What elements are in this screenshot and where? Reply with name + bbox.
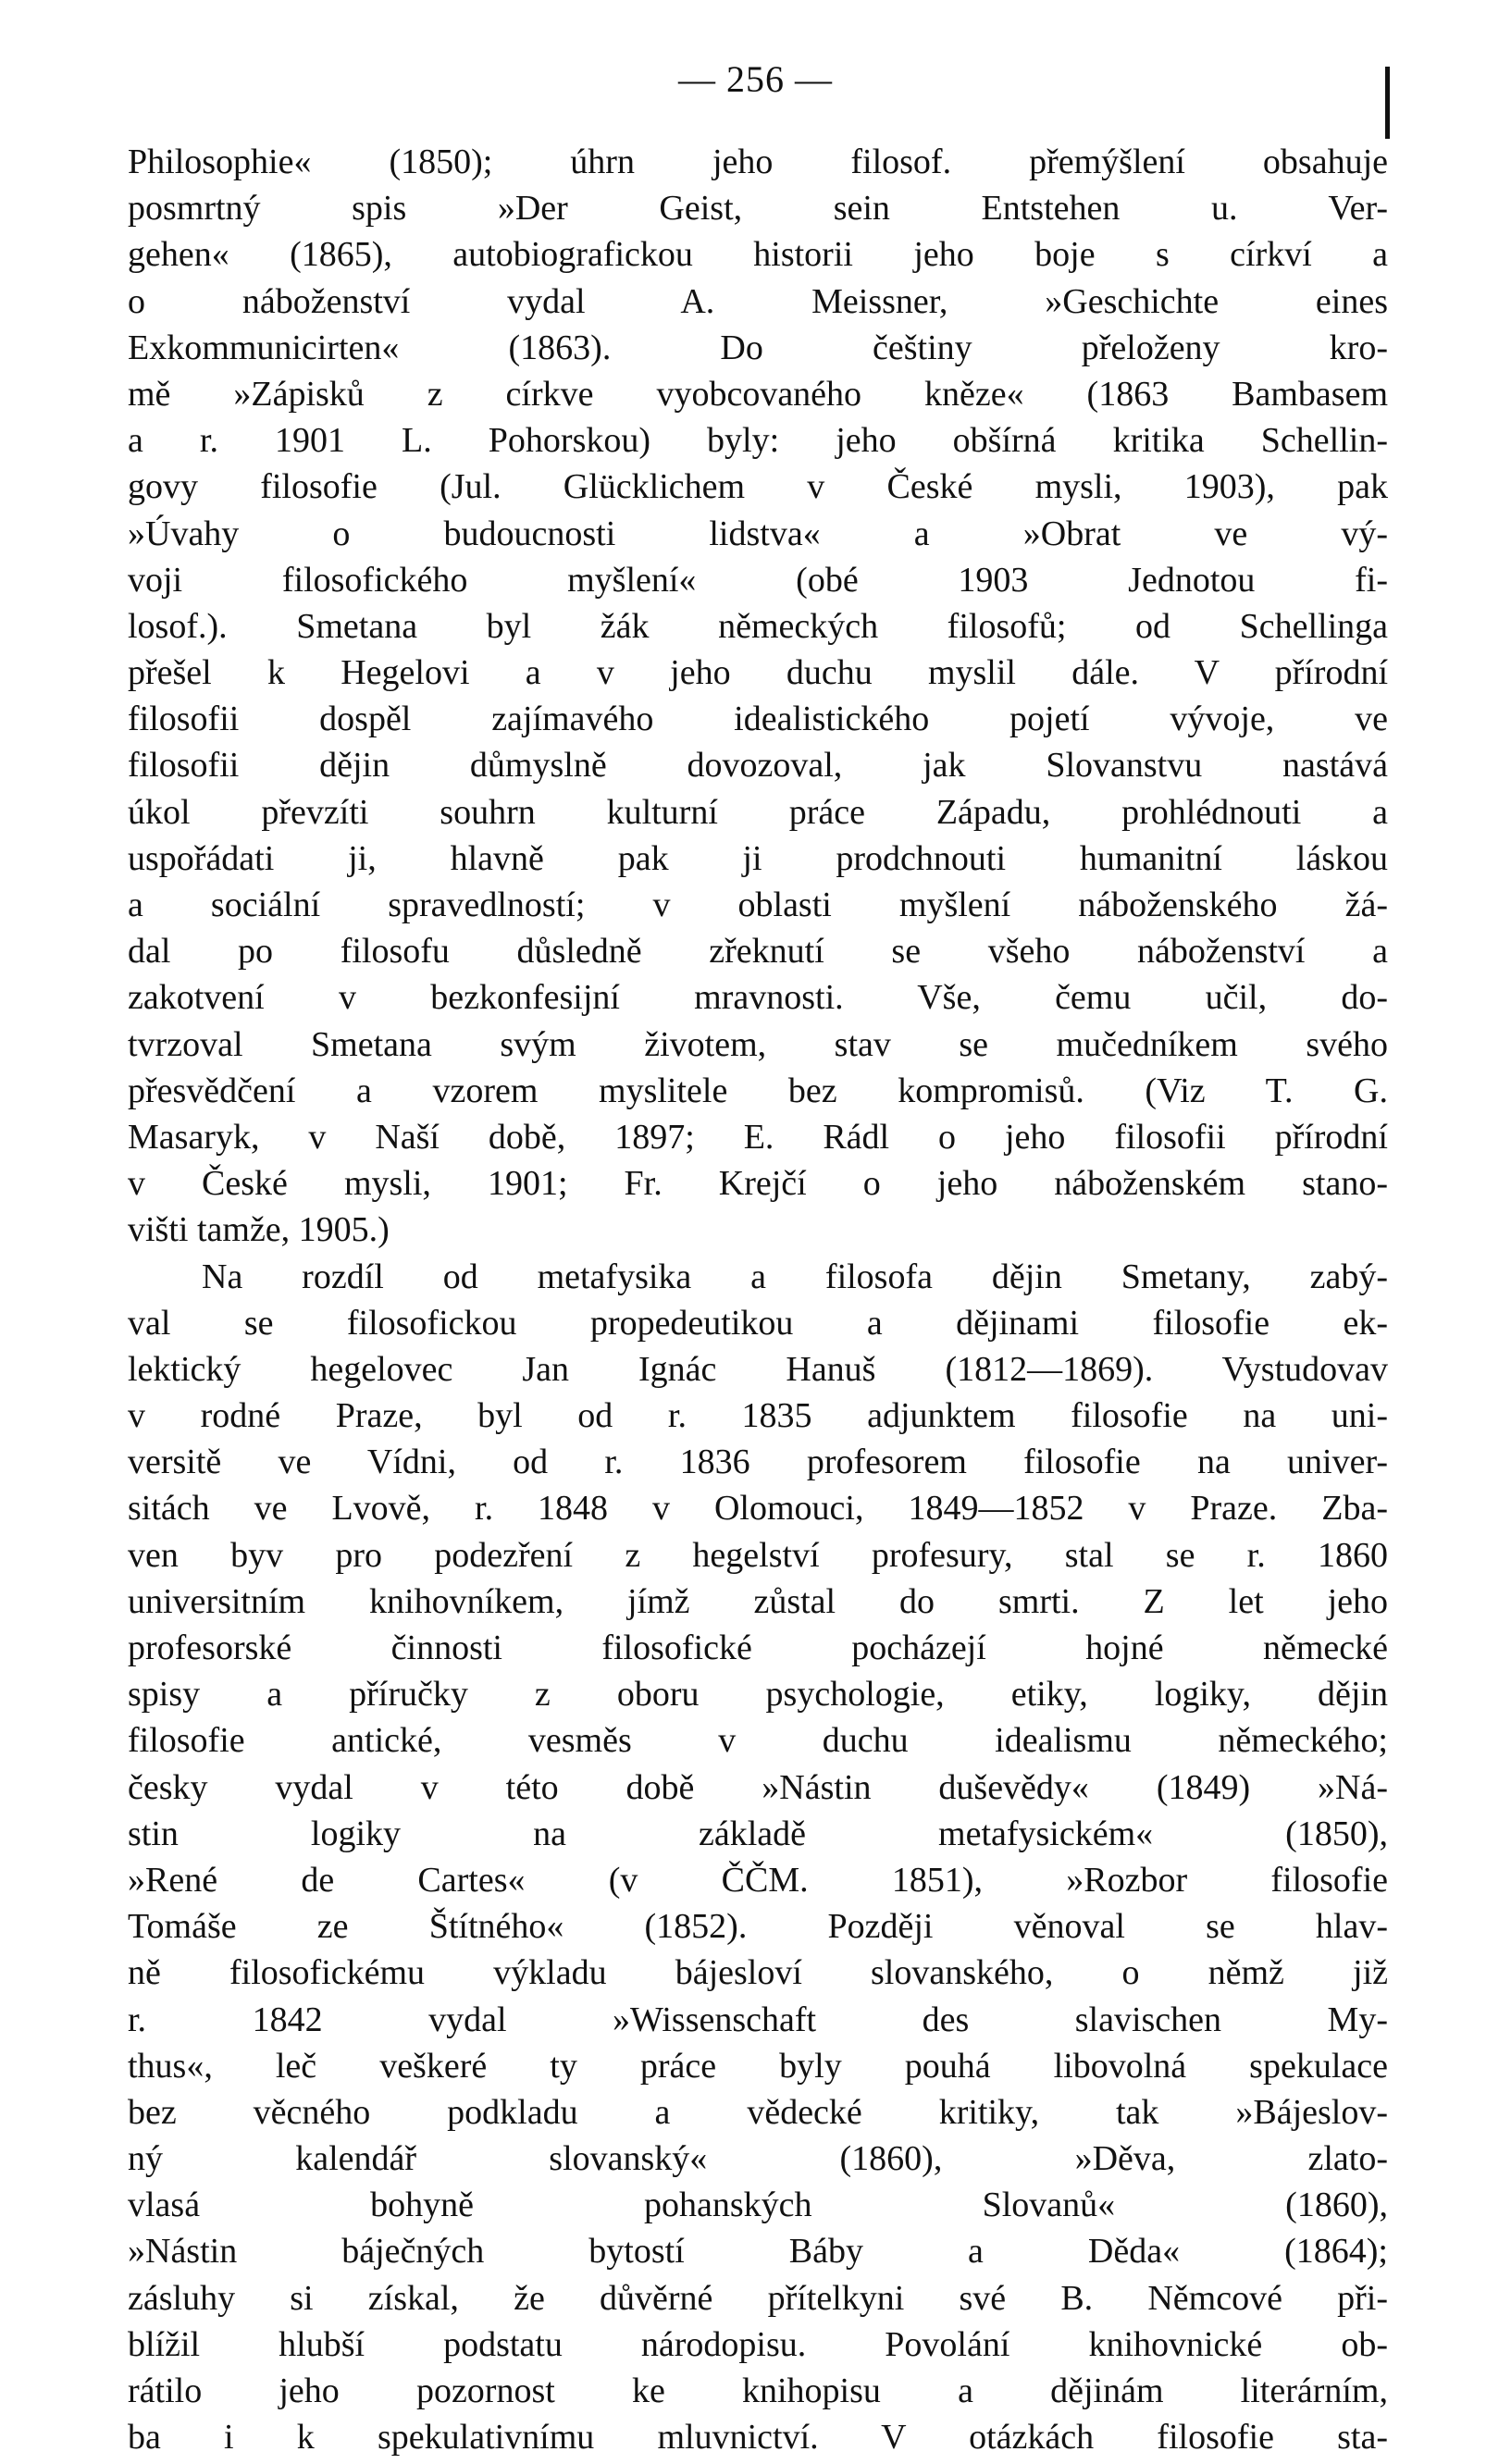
text-line: gehen« (1865), autobiografickou historii jeho boje s církví a (128, 235, 1388, 275)
text-line: thus«, leč veškeré ty práce byly pouhá libovolná spekulace (128, 2046, 1388, 2086)
text-line: ný kalendář slovanský« (1860), »Děva, zlato- (128, 2139, 1388, 2179)
text-line: o náboženství vydal A. Meissner, »Geschichte eines (128, 281, 1388, 321)
text-line: rátilo jeho pozornost ke knihopisu a dějinám literárním, (128, 2371, 1388, 2410)
text-line: losof.). Smetana byl žák německých filosofů; od Schellinga (128, 606, 1388, 646)
text-line: lektický hegelovec Jan Ignác Hanuš (1812—1869). Vystudovav (128, 1349, 1388, 1389)
text-line: uspořádati ji, hlavně pak ji prodchnouti humanitní láskou (128, 838, 1388, 878)
text-line: stin logiky na základě metafysickém« (1850), (128, 1814, 1388, 1853)
page-number: — 256 — (678, 58, 833, 100)
text-line: zásluhy si získal, že důvěrné přítelkyni své B. Němcové při- (128, 2278, 1388, 2318)
text-line: dal po filosofu důsledně zřeknutí se všeho náboženství a (128, 932, 1388, 972)
text-line: česky vydal v této době »Nástin duševědy« (1849) »Ná- (128, 1767, 1388, 1807)
text-line: přesvědčení a vzorem myslitele bez kompromisů. (Viz T. G. (128, 1071, 1388, 1110)
page-edge-mark (1385, 67, 1390, 139)
text-line: Exkommunicirten« (1863). Do češtiny přeloženy kro- (128, 328, 1388, 367)
text-line: zakotvení v bezkonfesijní mravnosti. Vše, čemu učil, do- (128, 978, 1388, 1018)
text-line: r. 1842 vydal »Wissenschaft des slavischen My- (128, 2000, 1388, 2039)
text-line: v České mysli, 1901; Fr. Krejčí o jeho náboženském stano- (128, 1164, 1388, 1204)
paragraph-start-line: Na rozdíl od metafysika a filosofa dějin Smetany, zabý- (202, 1257, 1388, 1296)
text-line: »René de Cartes« (v ČČM. 1851), »Rozbor filosofie (128, 1860, 1388, 1900)
text-line: posmrtný spis »Der Geist, sein Entstehen u. Ver- (128, 189, 1388, 229)
text-line: tvrzoval Smetana svým životem, stav se mučedníkem svého (128, 1024, 1388, 1064)
text-line: val se filosofickou propedeutikou a dějinami filosofie ek- (128, 1303, 1388, 1343)
text-line: voji filosofického myšlení« (obé 1903 Jednotou fi- (128, 560, 1388, 600)
text-line: universitním knihovníkem, jímž zůstal do smrti. Z let jeho (128, 1581, 1388, 1621)
text-line: ně filosofickému výkladu bájesloví slovanského, o němž již (128, 1953, 1388, 1993)
text-line: úkol převzíti souhrn kulturní práce Západu, prohlédnouti a (128, 792, 1388, 832)
text-line: a r. 1901 L. Pohorskou) byly: jeho obšírná kritika Schellin- (128, 421, 1388, 461)
text-line: filosofie antické, vesměs v duchu idealismu německého; (128, 1721, 1388, 1761)
body-text (128, 139, 1388, 2460)
text-line: filosofii dějin důmyslně dovozoval, jak Slovanstvu nastává (128, 746, 1388, 786)
text-line: Philosophie« (1850); úhrn jeho filosof. přemýšlení obsahuje (128, 142, 1388, 181)
text-line: bez věcného podkladu a vědecké kritiky, tak »Bájeslov- (128, 2092, 1388, 2132)
text-line: »Úvahy o budoucnosti lidstva« a »Obrat ve vý- (128, 514, 1388, 553)
text-line: profesorské činnosti filosofické pocházejí hojné německé (128, 1628, 1388, 1667)
text-line: govy filosofie (Jul. Glücklichem v České mysli, 1903), pak (128, 467, 1388, 507)
text-line: v rodné Praze, byl od r. 1835 adjunktem filosofie na uni- (128, 1396, 1388, 1436)
text-line: ba i k spekulativnímu mluvnictví. V otázkách filosofie sta- (128, 2418, 1388, 2458)
text-line: Tomáše ze Štítného« (1852). Později věnoval se hlav- (128, 1907, 1388, 1947)
text-line: sitách ve Lvově, r. 1848 v Olomouci, 1849—1852 v Praze. Zba- (128, 1489, 1388, 1529)
text-line: »Nástin báječných bytostí Báby a Děda« (1864); (128, 2232, 1388, 2272)
text-line: versitě ve Vídni, od r. 1836 profesorem filosofie na univer- (128, 1442, 1388, 1482)
text-line: spisy a příručky z oboru psychologie, etiky, logiky, dějin (128, 1675, 1388, 1715)
text-line: vlasá bohyně pohanských Slovanů« (1860), (128, 2185, 1388, 2225)
text-line: a sociální spravedlností; v oblasti myšlení náboženského žá- (128, 885, 1388, 924)
text-line: mě »Zápisků z církve vyobcovaného kněze« (1863 Bambasem (128, 374, 1388, 414)
text-line: filosofii dospěl zajímavého idealistického pojetí vývoje, ve (128, 700, 1388, 739)
text-line: blížil hlubší podstatu národopisu. Povolání knihovnické ob- (128, 2324, 1388, 2364)
paragraph-end-line: višti tamže, 1905.) (128, 1210, 390, 1250)
text-line: přešel k Hegelovi a v jeho duchu myslil dále. V přírodní (128, 653, 1388, 693)
text-line: Masaryk, v Naší době, 1897; E. Rádl o jeho filosofii přírodní (128, 1117, 1388, 1157)
text-line: ven byv pro podezření z hegelství profesury, stal se r. 1860 (128, 1535, 1388, 1575)
